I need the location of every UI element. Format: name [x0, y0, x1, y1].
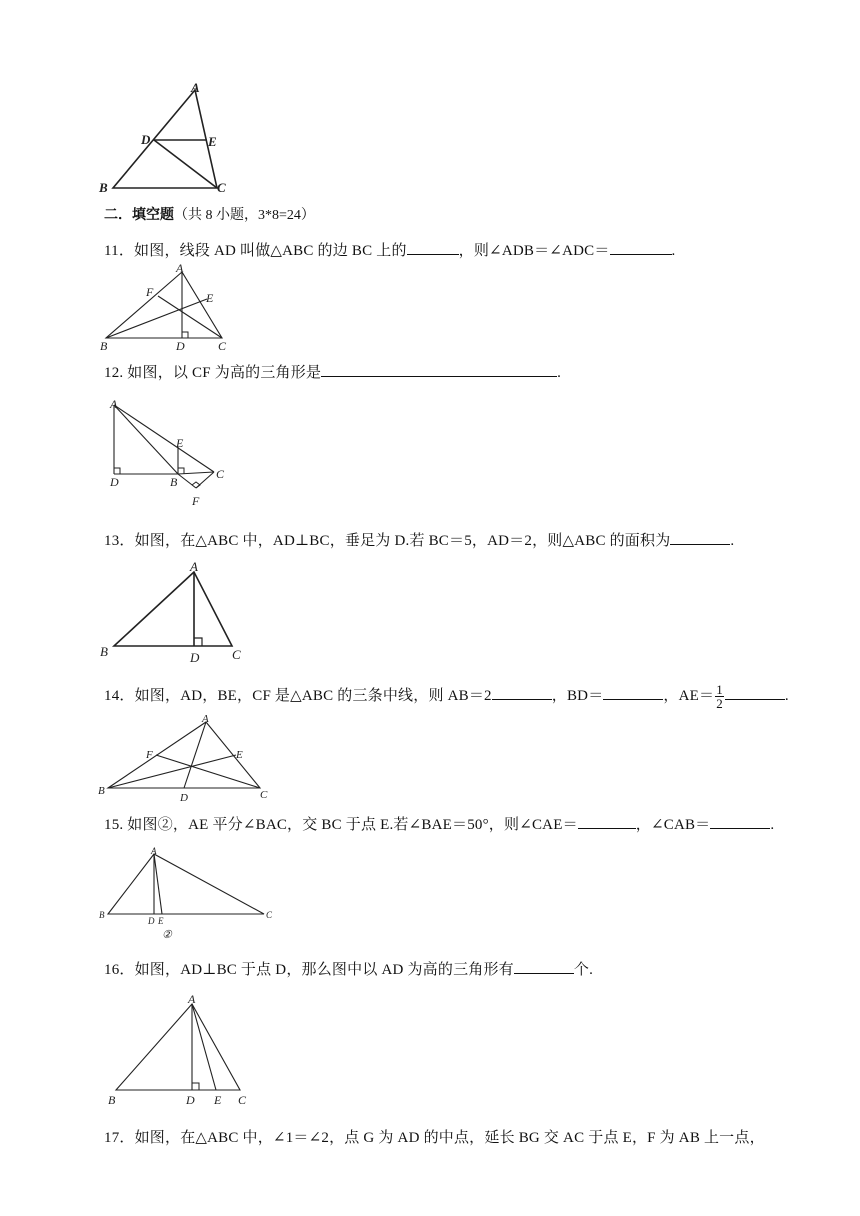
- label-C: C: [216, 467, 225, 481]
- figure-q14: [96, 712, 276, 804]
- label-C: C: [238, 1093, 247, 1107]
- label-B: B: [99, 180, 108, 195]
- label-D: D: [110, 475, 119, 489]
- q13-text-a: 13．如图，在△ABC 中，AD⊥BC，垂足为 D.若 BC＝5，AD＝2，则△ABC 的面积为: [104, 533, 671, 549]
- label-D: D: [186, 1093, 195, 1107]
- label-B: B: [170, 475, 178, 489]
- q11-text-b: ，则∠ADB＝∠ADC＝: [458, 243, 610, 259]
- figure-q16: [104, 988, 264, 1110]
- label-A: A: [190, 559, 198, 574]
- label-E: E: [176, 436, 184, 450]
- label-F: F: [146, 285, 154, 299]
- q14-blank-1: [492, 685, 552, 700]
- q13-text-b: .: [730, 533, 735, 549]
- label-E: E: [206, 291, 214, 305]
- fraction-numerator: 1: [716, 682, 723, 697]
- section-note: （共 8 小题，3*8=24）: [174, 208, 315, 223]
- label-E: E: [208, 134, 217, 149]
- q16-text-a: 16．如图，AD⊥BC 于点 D，那么图中以 AD 为高的三角形有: [104, 962, 514, 978]
- label-F: F: [192, 494, 200, 508]
- label-A: A: [151, 846, 157, 856]
- q11-text-a: 11．如图，线段 AD 叫做△ABC 的边 BC 上的: [104, 243, 407, 259]
- question-13: [104, 529, 734, 550]
- q16-text-b: 个.: [573, 962, 594, 978]
- q17-text: 17．如图，在△ABC 中，∠1＝∠2，点 G 为 AD 的中点，延长 BG 交 AC 于点 E，F 为 AB 上一点，: [104, 1130, 765, 1146]
- figure-q15: [96, 844, 286, 944]
- q14-fraction: [715, 683, 724, 710]
- q13-blank: [670, 530, 730, 545]
- fraction-denominator: 2: [716, 696, 723, 711]
- question-15: [104, 813, 774, 834]
- q14-text-a: 14．如图，AD，BE，CF 是△ABC 的三条中线，则 AB＝2: [104, 687, 492, 704]
- label-A: A: [202, 713, 209, 725]
- label-D: D: [176, 339, 185, 353]
- label-C: C: [232, 647, 241, 662]
- label-D: D: [148, 916, 155, 926]
- question-12: [104, 361, 561, 382]
- q15-text-c: .: [770, 817, 775, 833]
- q15-text-a: 15. 如图②，AE 平分∠BAC，交 BC 于点 E.若∠BAE＝50°，则∠CAE＝: [104, 817, 578, 833]
- label-B: B: [99, 910, 105, 920]
- section-header: [104, 204, 315, 224]
- figure-q12: [104, 392, 234, 512]
- label-E: E: [236, 749, 243, 761]
- q14-text-b: ，BD＝: [551, 687, 604, 704]
- q11-text-c: .: [671, 243, 676, 259]
- label-A: A: [191, 80, 200, 95]
- section-title: 二．填空题: [104, 207, 174, 223]
- label-C: C: [260, 789, 268, 801]
- q11-blank-1: [407, 240, 459, 255]
- label-B: B: [100, 339, 108, 353]
- label-E: E: [158, 916, 164, 926]
- figure-q11: [96, 262, 246, 354]
- label-C: C: [217, 180, 226, 195]
- q12-blank: [321, 362, 557, 377]
- q11-blank-2: [610, 240, 672, 255]
- label-A: A: [176, 261, 184, 275]
- q14-text-d: .: [784, 687, 789, 704]
- q14-text-c: ，AE＝: [663, 687, 715, 704]
- label-C: C: [266, 910, 273, 920]
- label-D: D: [190, 650, 200, 665]
- q15-blank-2: [710, 814, 770, 829]
- label-B: B: [98, 785, 105, 797]
- label-E: E: [214, 1093, 222, 1107]
- label-C: C: [218, 339, 227, 353]
- q12-text-b: .: [557, 365, 562, 381]
- q12-text-a: 12. 如图，以 CF 为高的三角形是: [104, 365, 322, 381]
- label-A: A: [110, 397, 118, 411]
- label-B: B: [100, 644, 108, 659]
- label-D: D: [180, 792, 188, 804]
- label-A: A: [188, 992, 196, 1006]
- figure-caption: ②: [162, 929, 172, 941]
- figure-q13: [98, 558, 258, 670]
- q16-blank: [514, 959, 574, 974]
- label-D: D: [141, 132, 151, 147]
- q14-blank-2: [603, 685, 663, 700]
- question-16: [104, 958, 593, 979]
- q15-text-b: ，∠CAB＝: [635, 817, 711, 833]
- figure-top-triangle: [95, 80, 245, 195]
- question-17: [104, 1126, 765, 1147]
- q14-blank-3: [725, 685, 785, 700]
- question-14: [104, 683, 789, 710]
- label-F: F: [146, 749, 153, 761]
- q15-blank-1: [578, 814, 636, 829]
- label-B: B: [108, 1093, 116, 1107]
- question-11: [104, 239, 676, 260]
